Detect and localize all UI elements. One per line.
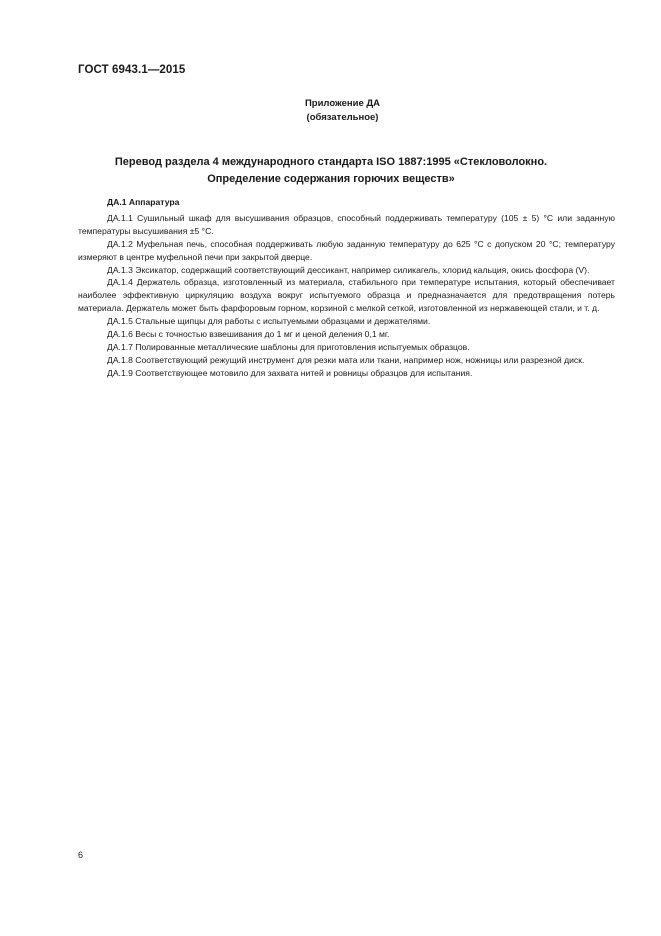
appendix-label: Приложение ДА <box>304 98 381 109</box>
paragraph-da-1-2: ДА.1.2 Муфельная печь, способная поддерживать любую заданную температуру до 625 °С с допуском 20 °С; температуру измеряют в центре муфельной печи при закрытой дверце. <box>78 238 615 262</box>
paragraph-da-1-8: ДА.1.8 Соответствующий режущий инструмент для резки мата или ткани, например нож, ножницы или разрезной диск. <box>107 354 585 365</box>
section-title-line-1: Перевод раздела 4 международного стандарта ISO 1887:1995 «Стекловолокно. <box>114 156 548 168</box>
paragraph-da-1-9: ДА.1.9 Соответствующее мотовило для захвата нитей и ровницы образцов для испытания. <box>107 367 473 378</box>
paragraph-da-1-6: ДА.1.6 Весы с точностью взвешивания до 1 мг и ценой деления 0,1 мг. <box>107 329 390 340</box>
appendix-status: (обязательное) <box>306 112 379 123</box>
document-body <box>78 196 615 380</box>
paragraph-da-1-4: ДА.1.4 Держатель образца, изготовленный из материала, стабильного при температуре испытания, который обеспечивает наиболее эффективную циркуляцию воздуха вокруг испытуемого образца и предназначается для предотвращения потерь материала. Держатель может быть фарфоровым горном, корзиной с мелкой сеткой, изготовленной из нержавеющей стали, и т. д. <box>78 277 615 314</box>
section-title <box>78 154 584 188</box>
page-number: 6 <box>78 850 84 860</box>
section-title-line-2: Определение содержания горючих веществ» <box>207 173 455 185</box>
paragraph-da-1-7: ДА.1.7 Полированные металлические шаблоны для приготовления испытуемых образцов. <box>107 341 470 352</box>
subsection-heading: ДА.1 Аппаратура <box>107 197 180 207</box>
appendix-heading <box>0 97 661 125</box>
document-id-header: ГОСТ 6943.1—2015 <box>78 64 186 76</box>
paragraph-da-1-1: ДА.1.1 Сушильный шкаф для высушивания образцов, способный поддерживать температуру (105 ± 5) °С или заданную температуры высушивания ±5 °С. <box>78 212 615 236</box>
paragraph-da-1-3: ДА.1.3 Эксикатор, содержащий соответствующий дессикант, например силикагель, хлорид кальция, окись фосфора (V). <box>107 264 590 275</box>
paragraph-da-1-5: ДА.1.5 Стальные щипцы для работы с испытуемыми образцами и держателями. <box>107 316 431 327</box>
